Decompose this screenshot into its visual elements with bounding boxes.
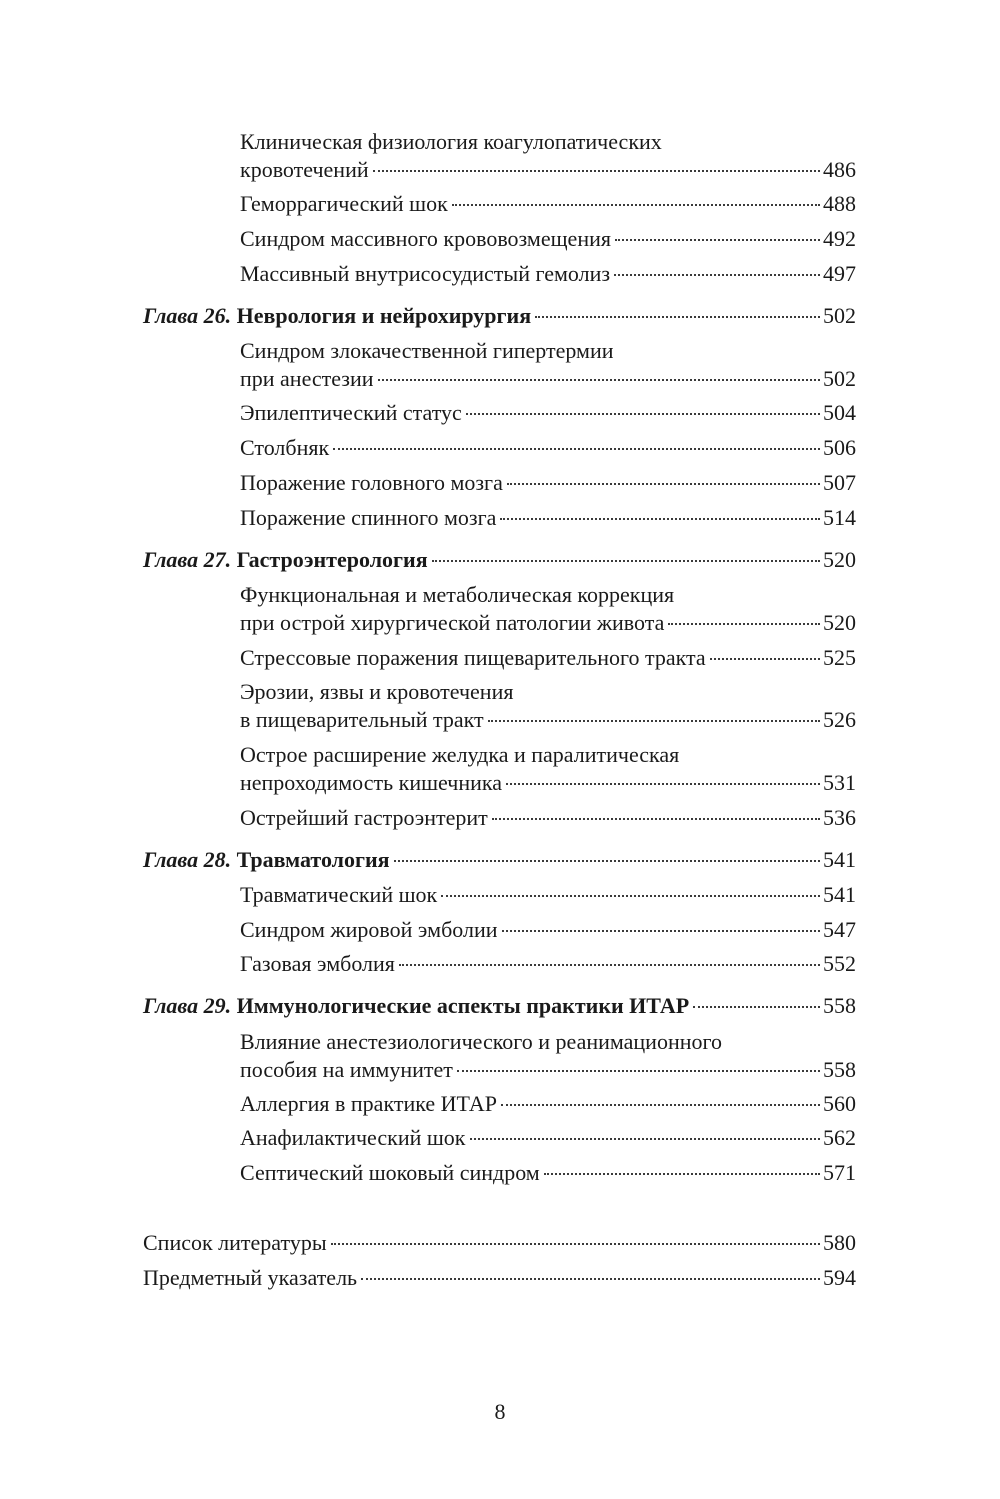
toc-entry xyxy=(240,1090,856,1118)
toc-entry xyxy=(240,678,856,734)
dot-leader xyxy=(331,1243,820,1245)
toc-entry-title-line: Острое расширение желудка и паралитическая xyxy=(240,742,680,767)
dot-leader xyxy=(466,413,820,415)
chapter-label: Глава 27. xyxy=(143,547,232,572)
toc-page-number: 514 xyxy=(823,505,856,530)
toc-chapter-26 xyxy=(143,302,856,330)
toc-page-number: 502 xyxy=(823,303,856,328)
dot-leader xyxy=(506,783,820,785)
toc-page-number: 488 xyxy=(823,191,856,216)
chapter-label: Глава 28. xyxy=(143,847,232,872)
toc-page-number: 504 xyxy=(823,400,856,425)
toc-page-number: 541 xyxy=(823,847,856,872)
toc-page-number: 558 xyxy=(823,993,856,1018)
toc-page-number: 502 xyxy=(823,366,856,391)
toc-entry xyxy=(240,804,856,832)
toc-entry-title-line: Клиническая физиология коагулопатических xyxy=(240,129,662,154)
dot-leader xyxy=(693,1006,820,1008)
toc-page-number: 520 xyxy=(823,547,856,572)
toc-entry xyxy=(240,916,856,944)
toc-entry-title-line: Синдром злокачественной гипертермии xyxy=(240,338,614,363)
toc-entry xyxy=(240,644,856,672)
toc-entry-title: Травматический шок xyxy=(240,882,438,907)
dot-leader xyxy=(710,658,820,660)
toc-entry-title: Массивный внутрисосудистый гемолиз xyxy=(240,261,611,286)
dot-leader xyxy=(501,1104,820,1106)
chapter-title: Гастроэнтерология xyxy=(236,547,428,572)
dot-leader xyxy=(378,379,820,381)
toc-entry xyxy=(240,434,856,462)
toc-entry xyxy=(240,1028,856,1084)
toc-entry-title: при анестезии xyxy=(240,366,374,391)
dot-leader xyxy=(615,239,820,241)
toc-subject-index xyxy=(143,1264,856,1292)
page-number: 8 xyxy=(494,1399,506,1424)
dot-leader xyxy=(333,448,820,450)
toc-entry-title-line: Эрозии, язвы и кровотечения xyxy=(240,679,514,704)
toc-entry-title: Стрессовые поражения пищеварительного тракта xyxy=(240,645,706,670)
toc-entry-title: Столбняк xyxy=(240,435,330,460)
toc-page-number: 497 xyxy=(823,261,856,286)
toc-entry xyxy=(240,190,856,218)
toc-page-number: 536 xyxy=(823,805,856,830)
toc-page-number: 492 xyxy=(823,226,856,251)
toc-page-number: 486 xyxy=(823,157,856,182)
toc-entry-title: кровотечений xyxy=(240,157,369,182)
toc-entry xyxy=(240,1159,856,1187)
toc-entry xyxy=(240,128,856,184)
dot-leader xyxy=(544,1173,820,1175)
toc-entry-title: Газовая эмболия xyxy=(240,951,395,976)
dot-leader xyxy=(457,1070,820,1072)
toc-page-number: 541 xyxy=(823,882,856,907)
toc-entry xyxy=(240,337,856,393)
toc-entry-title: Список литературы xyxy=(143,1230,327,1255)
toc-page-number: 594 xyxy=(823,1265,856,1290)
dot-leader xyxy=(502,930,820,932)
toc-page-number: 560 xyxy=(823,1091,856,1116)
toc-entry-title-line: Влияние анестезиологического и реанимационного xyxy=(240,1029,722,1054)
toc-entry-title: Поражение головного мозга xyxy=(240,470,503,495)
toc-entry xyxy=(240,950,856,978)
toc-entry-title: пособия на иммунитет xyxy=(240,1057,453,1082)
toc-page-number: 526 xyxy=(823,707,856,732)
toc-entry xyxy=(240,469,856,497)
toc-entry-title: Септический шоковый синдром xyxy=(240,1160,540,1185)
dot-leader xyxy=(441,895,820,897)
toc-chapter-29 xyxy=(143,992,856,1020)
dot-leader xyxy=(470,1138,821,1140)
dot-leader xyxy=(452,204,820,206)
dot-leader xyxy=(614,274,820,276)
toc-entry-title: непроходимость кишечника xyxy=(240,770,502,795)
toc-chapter-27 xyxy=(143,546,856,574)
chapter-title: Неврология и нейрохирургия xyxy=(236,303,532,328)
toc-entry xyxy=(240,881,856,909)
chapter-label: Глава 26. xyxy=(143,303,232,328)
chapter-title: Иммунологические аспекты практики ИТАР xyxy=(236,993,690,1018)
dot-leader xyxy=(500,518,820,520)
dot-leader xyxy=(432,560,820,562)
toc-entry-title: Синдром жировой эмболии xyxy=(240,917,498,942)
toc-page-number: 552 xyxy=(823,951,856,976)
toc-page-number: 525 xyxy=(823,645,856,670)
toc-entry-title: Острейший гастроэнтерит xyxy=(240,805,488,830)
toc-page-number: 571 xyxy=(823,1160,856,1185)
toc-chapter-28 xyxy=(143,846,856,874)
toc-entry-title: при острой хирургической патологии живота xyxy=(240,610,665,635)
toc-entry-title: Поражение спинного мозга xyxy=(240,505,497,530)
toc-page-number: 520 xyxy=(823,610,856,635)
dot-leader xyxy=(492,818,820,820)
toc-entry xyxy=(240,581,856,637)
chapter-label: Глава 29. xyxy=(143,993,232,1018)
dot-leader xyxy=(394,860,820,862)
toc-entry-title: Анафилактический шок xyxy=(240,1125,466,1150)
toc-entry xyxy=(240,399,856,427)
toc-entry xyxy=(240,504,856,532)
dot-leader xyxy=(507,483,820,485)
toc-page-number: 580 xyxy=(823,1230,856,1255)
toc-entry xyxy=(240,225,856,253)
dot-leader xyxy=(361,1278,820,1280)
toc-entry-title-line: Функциональная и метаболическая коррекция xyxy=(240,582,675,607)
dot-leader xyxy=(399,964,820,966)
toc-entry-title: в пищеварительный тракт xyxy=(240,707,484,732)
toc-entry-title: Предметный указатель xyxy=(143,1265,358,1290)
toc-entry xyxy=(240,1124,856,1152)
dot-leader xyxy=(488,720,820,722)
toc-entry xyxy=(240,741,856,797)
dot-leader xyxy=(535,316,820,318)
toc-entry-title: Эпилептический статус xyxy=(240,400,462,425)
toc-page-number: 558 xyxy=(823,1057,856,1082)
toc-entry-title: Аллергия в практике ИТАР xyxy=(240,1091,497,1116)
dot-leader xyxy=(668,623,820,625)
dot-leader xyxy=(373,170,820,172)
toc-page-number: 507 xyxy=(823,470,856,495)
toc-references xyxy=(143,1229,856,1257)
toc-entry-title: Синдром массивного крововозмещения xyxy=(240,226,611,251)
toc-page-number: 531 xyxy=(823,770,856,795)
chapter-title: Травматология xyxy=(236,847,390,872)
toc-page-number: 506 xyxy=(823,435,856,460)
toc-page-number: 562 xyxy=(823,1125,856,1150)
toc-page-number: 547 xyxy=(823,917,856,942)
toc-entry xyxy=(240,260,856,288)
toc-entry-title: Геморрагический шок xyxy=(240,191,448,216)
